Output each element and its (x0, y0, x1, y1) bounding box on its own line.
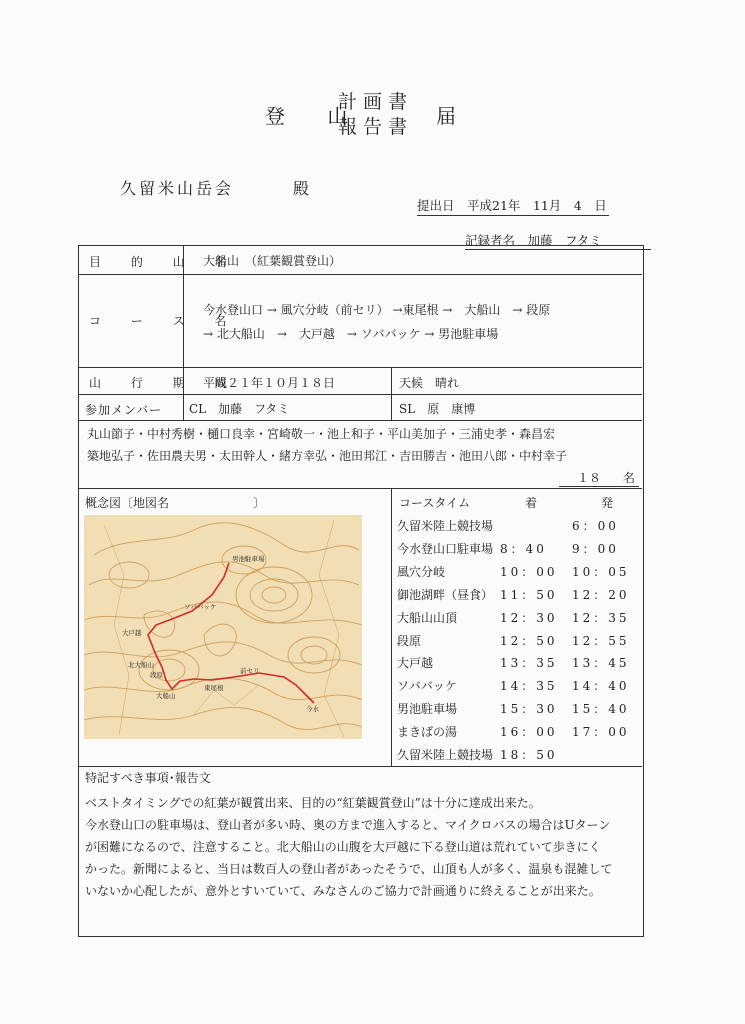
report-line-3: が困難になるので、注意すること。北大船山の山腹を大戸越に下る登山道は荒れていて歩きにく (85, 840, 601, 854)
title-options (338, 90, 413, 140)
course-time-place: 大戸越 (397, 656, 434, 671)
course-time-depart: 10：05 (572, 564, 630, 579)
weather-label: 天候 (399, 376, 424, 390)
map-label: 北大船山 (128, 661, 154, 669)
member-count-unit: 名 (623, 471, 636, 485)
row-divider (79, 488, 642, 489)
course-time-depart: 12：35 (572, 610, 630, 625)
course-time-depart: 6：00 (572, 519, 619, 533)
course-time-depart: 15：40 (572, 702, 630, 717)
map-label: ソババッケ (184, 603, 217, 611)
members-cl: CL 加藤 フタミ (189, 402, 290, 416)
map-label: 男池駐車場 (232, 555, 265, 563)
report-line-2: 今水登山口の駐車場は、登山者が多い時、奥の方まで進入すると、マイクロバスの場合はUターン (85, 818, 611, 832)
course-time-place: まきばの湯 (397, 725, 458, 740)
member-list-line-1: 丸山節子・中村秀樹・樋口良幸・宮崎敬一・池上和子・平山美加子・三浦史孝・森昌宏 (87, 427, 556, 441)
title-main-left: 登 山 (265, 104, 366, 128)
course-time-depart: 9：00 (572, 541, 619, 556)
row-divider (79, 274, 642, 275)
course-time-label: コースタイム (399, 496, 471, 510)
course-time-place: 久留米陸上競技場 (397, 519, 494, 533)
member-count (559, 469, 639, 487)
period-label: 山 行 期 間 (89, 376, 240, 390)
course-time-depart: 12：20 (572, 587, 630, 602)
report-line-4: かった。新聞によると、当日は数百人の登山者があったそうで、山頂も人が多く、温泉も混雑して (85, 862, 613, 876)
column-divider (391, 367, 392, 420)
course-time-arrive: 15：30 (500, 702, 558, 717)
report-line-1: ベストタイミングでの紅葉が観賞出来、目的の“紅葉観賞登山”は十分に達成出来た。 (85, 796, 541, 810)
course-time-place: 久留米陸上競技場 (397, 748, 494, 762)
course-time-arrive: 8：40 (500, 541, 547, 556)
map-label: 段原 (150, 671, 163, 679)
addressee-org: 久留米山岳会 (120, 179, 235, 198)
weather-value: 晴れ (435, 376, 460, 390)
title-main-right: 届 (436, 104, 456, 128)
map-background (84, 515, 362, 739)
member-count-number: １８ (577, 471, 602, 485)
map-label: 前セリ (240, 667, 260, 675)
course-time-arrive: 12：50 (500, 633, 558, 648)
course-time-arrive: 10：00 (500, 564, 558, 579)
course-time-depart: 13：45 (572, 656, 630, 671)
course-time-place: 段原 (397, 633, 422, 648)
course-line-2: → 北大船山 → 大戸越 → ソババッケ → 男池駐車場 (203, 327, 499, 341)
column-divider (183, 246, 184, 420)
course-time-arrive: 11：50 (500, 587, 558, 602)
course-time-depart-header: 発 (601, 496, 614, 510)
course-line-1: 今水登山口 → 風穴分岐（前セリ） →東尾根 → 大船山 → 段原 (203, 303, 551, 317)
course-time-depart: 14：40 (572, 679, 630, 694)
course-time-depart: 17：00 (572, 725, 630, 740)
report-label: 特記すべき事項･報告文 (85, 771, 211, 785)
submission-date: 提出日 平成21年 11月 4 日 (417, 196, 609, 216)
row-divider (79, 420, 642, 421)
course-time-place: 風穴分岐 (397, 564, 446, 579)
recorder-name: 記録者名 加藤 フタミ (465, 231, 651, 250)
members-label: 参加メンバー (85, 403, 163, 417)
addressee-suffix: 殿 (293, 179, 310, 198)
members-sl: SL 原 康博 (399, 402, 476, 416)
map-label: 大船山 (156, 692, 176, 700)
member-list-line-2: 築地弘子・佐田農夫男・太田幹人・緒方幸弘・池田邦江・吉田勝吉・池田八郎・中村幸子 (87, 449, 568, 463)
course-time-arrive: 14：35 (500, 679, 558, 694)
overview-map (84, 515, 362, 739)
target-mountain-label: 目 的 山 名 (89, 255, 240, 269)
report-line-5: いないか心配したが、意外とすいていて、みなさんのご協力で計画通りに終えることが出来た。 (85, 884, 601, 898)
row-divider (79, 766, 642, 767)
period-value: 平成２１年１０月１８日 (203, 376, 336, 390)
course-time-arrive: 12：30 (500, 610, 558, 625)
row-divider (79, 367, 642, 368)
course-time-place: 今水登山口駐車場 (397, 541, 494, 556)
course-time-place: 御池湖畔（昼食） (397, 587, 494, 602)
title-option-report: 報告書 (338, 116, 414, 138)
course-time-arrive: 18：50 (500, 748, 558, 762)
title-option-plan: 計画書 (338, 91, 414, 113)
course-time-place: 男池駐車場 (397, 702, 458, 717)
course-time-place: 大船山山頂 (397, 610, 458, 625)
map-label: 今水 (306, 705, 319, 713)
map-label: 東尾根 (204, 684, 224, 692)
course-time-arrive-header: 着 (525, 496, 538, 510)
course-label: コ ー ス 名 (89, 314, 240, 328)
course-time-arrive: 13：35 (500, 656, 558, 671)
course-time-place: ソババッケ (397, 679, 457, 694)
row-divider (79, 394, 642, 395)
overview-map-graphic (84, 515, 362, 739)
course-time-arrive: 16：00 (500, 725, 558, 740)
column-divider (391, 488, 392, 766)
course-time-depart: 12：55 (572, 633, 630, 648)
overview-map-label: 概念図〔地図名 〕 (85, 496, 266, 510)
map-label: 大戸越 (122, 629, 142, 637)
target-mountain-value: 大船山 （紅葉観賞登山） (203, 254, 342, 268)
